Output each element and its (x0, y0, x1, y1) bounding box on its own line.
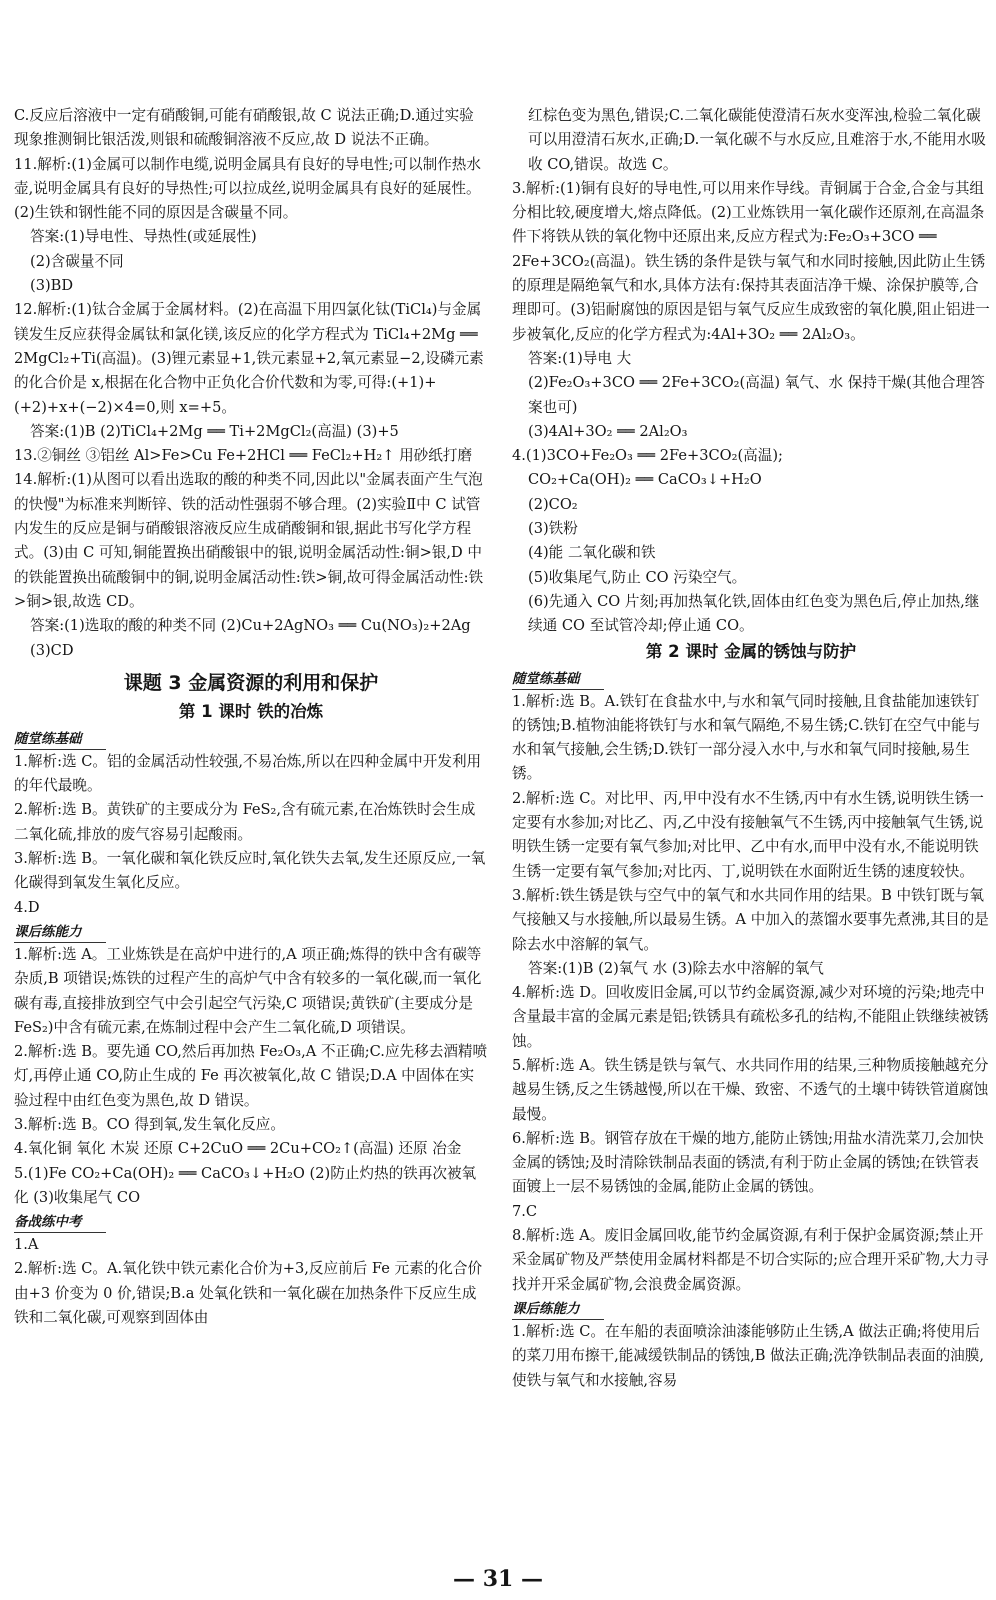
answer-line: CO₂+Ca(OH)₂ ══ CaCO₃↓+H₂O (528, 471, 762, 489)
answer-line: 答案:(1)B (2)氧气 水 (3)除去水中溶解的氧气 (528, 959, 824, 977)
right-paragraph: 1.解析:选 C。在车船的表面喷涂油漆能够防止生锈,A 做法正确;将使用后的菜刀用布擦干,能减缓铁制品的锈蚀,B 做法正确;洗净铁制品表面的油膜,使铁与氧气和水接触,容易 (512, 1322, 985, 1389)
answer-line: (5)收集尾气,防止 CO 污染空气。 (528, 568, 747, 586)
answer-line: (2)含碳量不同 (30, 252, 124, 270)
right-paragraph: 7.C (512, 1202, 538, 1220)
left-paragraph: 2.解析:选 B。要先通 CO,然后再加热 Fe₂O₃,A 不正确;C.应先移去酒精喷灯,再停止通 CO,防止生成的 Fe 再次被氧化,故 C 错误;D.A 中固体在实验过程中由红色变为黑色,故 D 错误。 (14, 1043, 488, 1109)
subsection-label: 随堂练基础 (14, 729, 106, 750)
section-title: 第 2 课时 金属的锈蚀与防护 (645, 641, 857, 661)
right-paragraph: 3.解析:铁生锈是铁与空气中的氧气和水共同作用的结果。B 中铁钉既与氧气接触又与水接触,所以最易生锈。A 中加入的蒸馏水要事先煮沸,其目的是除去水中溶解的氧气。 (512, 886, 989, 953)
lesson-title: 课题 3 金属资源的利用和保护 (123, 671, 379, 694)
left-paragraph: 12.解析:(1)钛合金属于金属材料。(2)在高温下用四氯化钛(TiCl₄)与金属镁发生反应获得金属钛和氯化镁,该反应的化学方程式为 TiCl₄+2Mg ══ 2MgCl₂+Ti(高温)。(3)锂元素显+1,铁元素显+2,氧元素显−2,设磷元素的化合价是 x,根据在化合物中正负化合价代数和为零,可得:(+1)+(+2)+x+(−2)×4=0,则 x=+5。 (14, 301, 484, 416)
right-paragraph: 1.解析:选 B。A.铁钉在食盐水中,与水和氧气同时接触,且食盐能加速铁钉的锈蚀;B.植物油能将铁钉与水和氧气隔绝,不易生锈;C.铁钉在空气中能与水和氧气接触,会生锈;D.铁钉一部分浸入水中,与水和氧气同时接触,易生锈。 (512, 692, 981, 783)
subsection-label: 课后练能力 (512, 1299, 604, 1320)
right-paragraph: 4.(1)3CO+Fe₂O₃ ══ 2Fe+3CO₂(高温); (512, 447, 783, 465)
left-paragraph: 14.解析:(1)从图可以看出选取的酸的种类不同,因此以"金属表面产生气泡的快慢"为标准来判断锌、铁的活动性强弱不够合理。(2)实验Ⅱ中 C 试管内发生的反应是铜与硝酸银溶液反应生成硝酸铜和银,据此书写化学方程式。(3)由 C 可知,铜能置换出硝酸银中的银,说明金属活动性:铜>银,D 中的铁能置换出硫酸铜中的铜,说明金属活动性:铁>铜,故可得金属活动性:铁>铜>银,故选 CD。 (14, 471, 484, 610)
right-paragraph: 4.解析:选 D。回收废旧金属,可以节约金属资源,减少对环境的污染;地壳中含量最丰富的金属元素是铝;铁锈具有疏松多孔的结构,不能阻止铁继续被锈蚀。 (512, 984, 989, 1050)
answer-line: 答案:(1)导电 大 (528, 349, 632, 367)
left-paragraph: 11.解析:(1)金属可以制作电缆,说明金属具有良好的导电性;可以制作热水壶,说明金属具有良好的导热性;可以拉成丝,说明金属具有良好的延展性。(2)生铁和钢性能不同的原因是含碳量不同。 (14, 155, 481, 222)
answer-line: 答案:(1)B (2)TiCl₄+2Mg ══ Ti+2MgCl₂(高温) (3)+5 (30, 422, 399, 440)
left-paragraph: 2.解析:选 C。A.氧化铁中铁元素化合价为+3,反应前后 Fe 元素的化合价由+3 价变为 0 价,错误;B.a 处氧化铁和一氧化碳在加热条件下反应生成铁和二氧化碳,可观察到固体由 (14, 1260, 483, 1327)
section-title: 第 1 课时 铁的冶炼 (178, 701, 324, 721)
right-paragraph: 8.解析:选 A。废旧金属回收,能节约金属资源,有利于保护金属资源;禁止开采金属矿物及严禁使用金属材料都是不切合实际的;应合理开采矿物,大力寻找并开采金属矿物,会浪费金属资源。 (512, 1227, 989, 1293)
left-paragraph: 4.氧化铜 氧化 木炭 还原 C+2CuO ══ 2Cu+CO₂↑(高温) 还原 冶金 (14, 1140, 462, 1158)
right-column (512, 104, 990, 1393)
answer-line: (3)BD (30, 277, 74, 295)
answer-line: (3)铁粉 (528, 520, 578, 538)
left-paragraph: 5.(1)Fe CO₂+Ca(OH)₂ ══ CaCO₃↓+H₂O (2)防止灼热的铁再次被氧化 (3)收集尾气 CO (14, 1164, 477, 1206)
left-column (14, 104, 488, 1330)
answer-line: (2)Fe₂O₃+3CO ══ 2Fe+3CO₂(高温) 氧气、水 保持干燥(其他合理答案也可) (528, 374, 985, 416)
subsection-label: 课后练能力 (14, 922, 106, 943)
answer-line: 答案:(1)选取的酸的种类不同 (2)Cu+2AgNO₃ ══ Cu(NO₃)₂+2Ag (3)CD (30, 617, 471, 659)
subsection-label: 备战练中考 (14, 1212, 106, 1233)
answer-line: (6)先通入 CO 片刻;再加热氧化铁,固体由红色变为黑色后,停止加热,继续通 CO 至试管冷却;停止通 CO。 (528, 592, 980, 635)
answer-line: 红棕色变为黑色,错误;C.二氧化碳能使澄清石灰水变浑浊,检验二氧化碳可以用澄清石灰水,正确;D.一氧化碳不与水反应,且难溶于水,不能用水吸收 CO,错误。故选 C。 (528, 107, 986, 173)
subsection-label: 随堂练基础 (512, 669, 604, 690)
left-paragraph: 2.解析:选 B。黄铁矿的主要成分为 FeS₂,含有硫元素,在冶炼铁时会生成二氧化硫,排放的废气容易引起酸雨。 (14, 801, 476, 843)
left-paragraph: 13.②铜丝 ③铝丝 Al>Fe>Cu Fe+2HCl ══ FeCl₂+H₂↑ 用砂纸打磨 (14, 447, 473, 465)
left-paragraph: 3.解析:选 B。一氧化碳和氧化铁反应时,氧化铁失去氧,发生还原反应,一氧化碳得到氧发生氧化反应。 (14, 850, 486, 892)
page-number: — 31 — (453, 1566, 543, 1592)
answer-line: (3)4Al+3O₂ ══ 2Al₂O₃ (528, 422, 688, 440)
answer-line: 答案:(1)导电性、导热性(或延展性) (30, 228, 257, 246)
left-paragraph: 1.A (14, 1236, 39, 1254)
right-paragraph: 2.解析:选 C。对比甲、丙,甲中没有水不生锈,丙中有水生锈,说明铁生锈一定要有水参加;对比乙、丙,乙中没有接触氧气不生锈,丙中接触氧气生锈,说明铁生锈一定要有氧气参加;对比甲、乙中有水,而甲中没有水,不能说明铁生锈一定要有氧气参加;对比丙、丁,说明铁在水面附近生锈的速度较快。 (512, 789, 984, 880)
right-paragraph: 5.解析:选 A。铁生锈是铁与氧气、水共同作用的结果,三种物质接触越充分越易生锈,反之生锈越慢,所以在干燥、致密、不透气的土壤中铸铁管道腐蚀最慢。 (512, 1056, 989, 1123)
left-paragraph: C.反应后溶液中一定有硝酸铜,可能有硝酸银,故 C 说法正确;D.通过实验现象推测铜比银活泼,则银和硫酸铜溶液不反应,故 D 说法不正确。 (14, 107, 474, 149)
left-paragraph: 1.解析:选 A。工业炼铁是在高炉中进行的,A 项正确;炼得的铁中含有碳等杂质,B 项错误;炼铁的过程产生的高炉气中含有较多的一氧化碳,而一氧化碳有毒,直接排放到空气中会引起空气污染,C 项错误;黄铁矿(主要成分是 FeS₂)中含有硫元素,在炼制过程中会产生二氧化硫,D 项错误。 (14, 945, 482, 1036)
left-paragraph: 1.解析:选 C。铝的金属活动性较强,不易冶炼,所以在四种金属中开发利用的年代最晚。 (14, 752, 482, 795)
answer-line: (2)CO₂ (528, 495, 578, 513)
right-paragraph: 6.解析:选 B。钢管存放在干燥的地方,能防止锈蚀;用盐水清洗菜刀,会加快金属的锈蚀;及时清除铁制品表面的锈渍,有利于防止金属的锈蚀;在铁管表面镀上一层不易锈蚀的金属,能防止金属的锈蚀。 (512, 1129, 984, 1196)
right-paragraph: 3.解析:(1)铜有良好的导电性,可以用来作导线。青铜属于合金,合金与其组分相比较,硬度增大,熔点降低。(2)工业炼铁用一氧化碳作还原剂,在高温条件下将铁从铁的氧化物中还原出来,反应方程式为:Fe₂O₃+3CO ══ 2Fe+3CO₂(高温)。铁生锈的条件是铁与氧气和水同时接触,因此防止生锈的原理是隔绝氧气和水,具体方法有:保持其表面洁净干燥、涂保护膜等,合理即可。(3)铝耐腐蚀的原因是铝与氧气反应生成致密的氧化膜,阻止铝进一步被氧化,反应的化学方程式为:4Al+3O₂ ══ 2Al₂O₃。 (512, 179, 990, 343)
left-paragraph: 4.D (14, 898, 40, 916)
answer-line: (4)能 二氧化碳和铁 (528, 544, 656, 562)
left-paragraph: 3.解析:选 B。CO 得到氧,发生氧化反应。 (14, 1115, 285, 1133)
